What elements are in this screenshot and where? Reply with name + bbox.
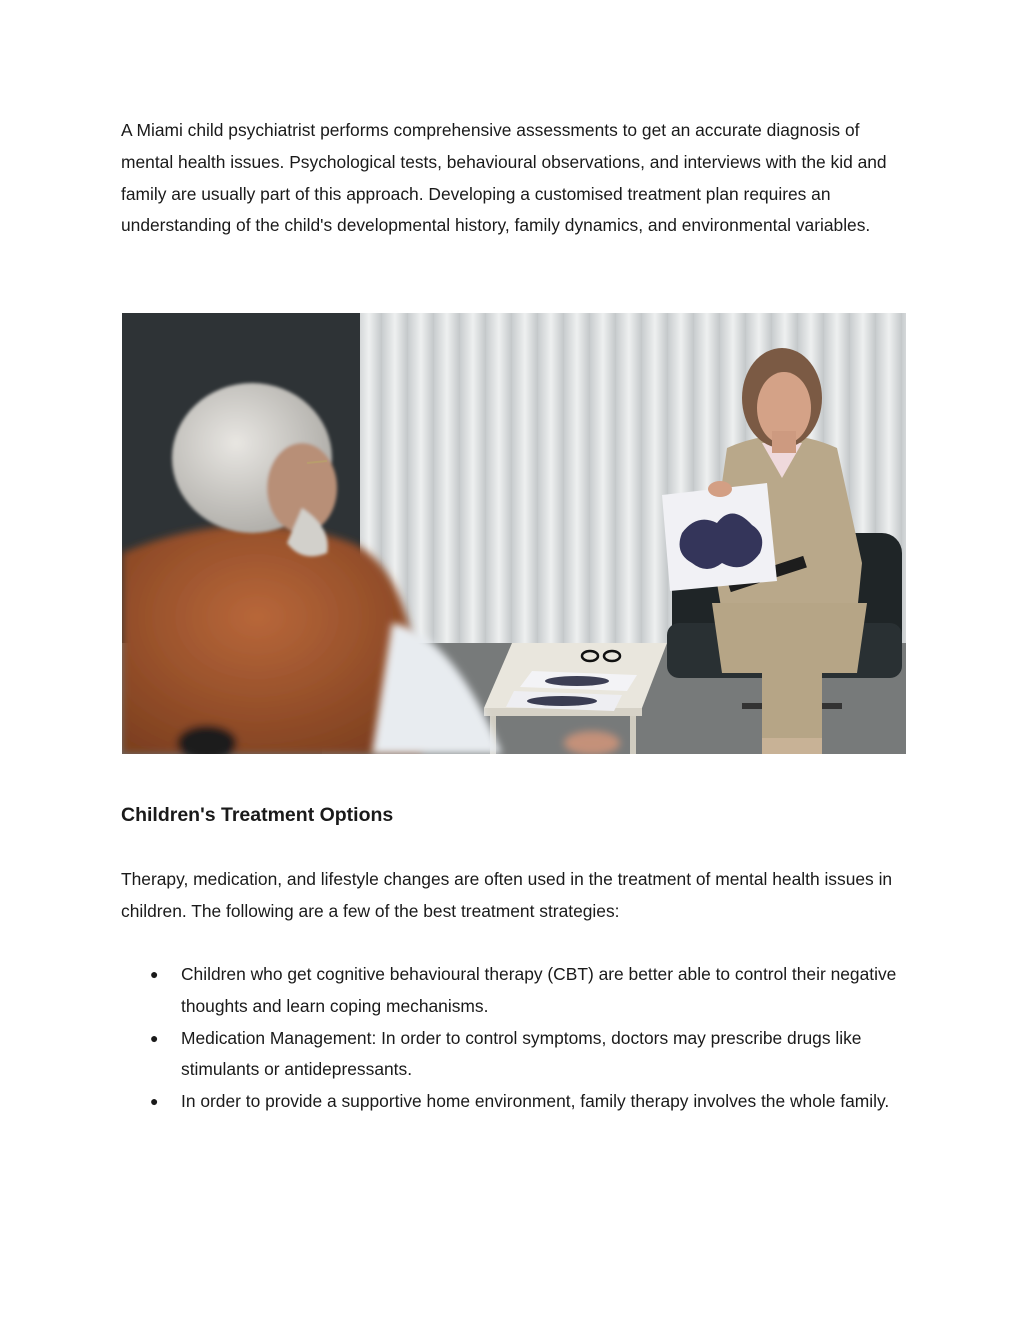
bullet-icon: ● [150,1093,159,1110]
treatment-paragraph: Therapy, medication, and lifestyle changes are often used in the treatment of mental health issues in children. The following are a few of the best treatment strategies: [121,869,893,921]
bullet-icon: ● [150,966,159,982]
list-item-text: Children who get cognitive behavioural therapy (CBT) are better able to control their negative thoughts and learn coping mechanisms. [181,964,897,1016]
list-item [121,1086,911,1118]
list-item [121,1023,911,1087]
section-heading: Children's Treatment Options [121,804,394,826]
therapy-session-photo [122,313,906,754]
list-item [121,959,911,1023]
list-item-text: Medication Management: In order to control symptoms, doctors may prescribe drugs like stimulants or antidepressants. [181,1027,862,1080]
intro-paragraph: A Miami child psychiatrist performs comprehensive assessments to get an accurate diagnosis of mental health issues. Psychological tests, behavioural observations, and interviews with the kid and family are usually part of this approach. Developing a customised treatment plan requires an understanding of the child's developmental history, family dynamics, and environmental variables. [121,120,887,236]
treatment-list [121,959,911,1118]
bullet-icon: ● [150,1029,159,1046]
list-item-text: In order to provide a supportive home environment, family therapy involves the whole family. [181,1091,890,1112]
